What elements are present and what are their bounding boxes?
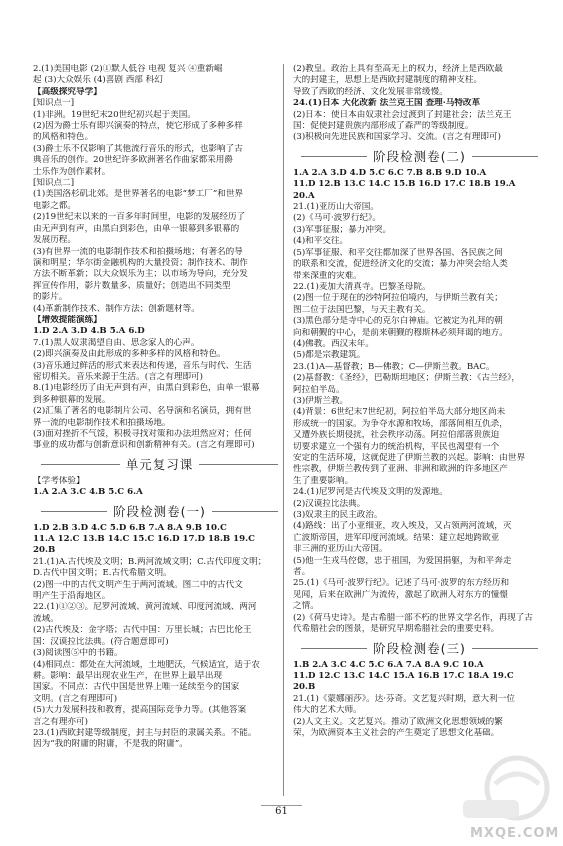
- answer-text-line: 国：促使封建贵族内部形成了森严的等级制度。: [293, 121, 474, 132]
- answer-text-line: 21.(1)《蒙娜丽莎》。达·芬奇。文艺复兴时期，意大利一位: [293, 693, 515, 704]
- answer-text-line: 7.(1)黑人奴隶渴望自由、思念家人的心声。: [33, 337, 200, 348]
- answer-choices-line: 24.(1)日本 大化改新 法兰克王国 查理·马特改革: [293, 98, 481, 109]
- answer-text-line: 带来深重的灾难。: [293, 270, 362, 281]
- answer-text-line: (4)佛教。西汉末年。: [293, 338, 374, 349]
- answer-text-line: (3)音乐通过鲜活的形式来表达和传递，音乐与时代、生活: [33, 360, 252, 371]
- answer-text-line: 界一流的电影制作技术和拍摄场地。: [33, 417, 171, 428]
- answer-text-line: 23.(1)西欧封建等级制度，封主与封臣的隶属关系。不能。: [33, 727, 257, 738]
- answer-choices-line: 1.A 2.A 3.C 4.B 5.C 6.A: [33, 487, 143, 498]
- answer-text-line: 切要求建立一个强有力的统治机构，平民也渴望有一个: [293, 441, 500, 452]
- section-heading: [293, 637, 546, 659]
- right-column: [293, 64, 546, 824]
- answer-text-line: (4)革新制作技术、制作方法；创新题材等。: [33, 303, 200, 314]
- section-tag: 【高级探究导学】: [33, 86, 102, 97]
- answer-text-line: 的风格和特色。: [33, 132, 94, 143]
- answer-text-line: 国：汉谟拉比法典。(符合题意即可): [33, 636, 169, 647]
- section-heading-text: 单元复习课: [120, 455, 200, 473]
- answer-choices-line: 1.D 2.A 3.D 4.B 5.A 6.D: [33, 326, 145, 337]
- answer-text-line: 挥宣传作用，影片数量多、质量好；创造出不同类型: [33, 280, 231, 291]
- answer-text-line: 代希腊社会的图景，是研究早期希腊社会的重要史料。: [293, 624, 500, 635]
- answer-text-line: 8.(1)电影经历了由无声到有声，由黑白到彩色，由单一银幕: [33, 383, 260, 394]
- answer-text-line: 向和朝觐的中心，是前来朝觐的穆斯林必须拜谒的地方。: [293, 327, 508, 338]
- answer-text-line: 安定的生活环境，这就促进了伊斯兰教的兴起。影响：由世界: [293, 453, 526, 463]
- answer-choices-line: 1.D 2.B 3.D 4.C 5.D 6.B 7.A 8.A 9.B 10.C: [33, 522, 227, 533]
- answer-text-line: 因为“我的附庸的附庸，不是我的附庸”。: [33, 739, 188, 750]
- answer-text-line: 亡波斯帝国，进军印度河流域。结果：建立起地跨欧亚: [293, 532, 500, 543]
- answer-choices-line: 20.B: [293, 682, 316, 693]
- answer-text-line: 方法不断革新；以大众娱乐为主；以市场为导向，充分发: [33, 269, 248, 280]
- answer-text-line: 形成统一的国家。为争夺水源和牧场，部落间相互仇杀，: [293, 418, 508, 429]
- answer-text-line: 密切相关。音乐来源于生活。(言之有理即可): [33, 371, 203, 382]
- answer-text-line: (5)军事征服、和平交往都加深了世界各国、各民族之间: [293, 247, 503, 258]
- watermark-logo-icon: [455, 748, 559, 838]
- answer-text-line: 【学考体验】: [33, 475, 85, 486]
- answer-text-line: 24.(1)尼罗河是古代埃及文明的发源地。: [293, 487, 448, 498]
- answer-text-line: (5)他一生戎马倥偬，忠于祖国，为爱国捐躯，为和平奔走: [293, 555, 512, 566]
- answer-text-line: [知识点二]: [33, 178, 75, 189]
- answer-text-line: 明产生于沿海地区。: [33, 591, 111, 602]
- answer-text-line: (2)古代埃及：金字塔；古代中国：万里长城；古巴比伦王: [33, 625, 252, 636]
- section-heading-text: 阶段检测卷(三): [367, 639, 472, 657]
- answer-text-line: 者。: [293, 567, 311, 578]
- answer-text-line: (3)黑色部分是寺中心的克尔白神庙。它被定为礼拜的朝: [293, 316, 503, 327]
- answer-text-line: (2)汇集了著名的电影制片公司、名导演和名演员，拥有世: [33, 406, 252, 417]
- answer-text-line: 士乐作为创作素材。: [33, 166, 111, 177]
- answer-text-line: (2)19世纪末以来的一百多年时间里，电影的发展经历了: [33, 212, 246, 223]
- answer-text-line: 阿拉伯半岛。: [293, 384, 345, 395]
- answer-text-line: 到多种银幕的发展。: [33, 394, 111, 405]
- answer-text-line: 由无声到有声，由黑白到彩色，由单一银幕到多银幕的: [33, 223, 240, 234]
- answer-text-line: 的影片。: [33, 292, 68, 303]
- answer-choices-line: 1.B 2.A 3.C 4.C 5.C 6.A 7.A 8.A 9.C 10.A: [293, 659, 484, 670]
- answer-choices-line: 20.A: [293, 190, 315, 201]
- answer-text-line: (2)图一位于现在的沙特阿拉伯境内，与伊斯兰教有关；: [293, 293, 503, 304]
- answer-text-line: 演和明星；华尔街金融机构的大量投资；制作技术、制作: [33, 257, 248, 268]
- answer-text-line: 大的封建主，思想上是西欧封建制度的精神支柱。: [293, 75, 483, 86]
- section-heading: [33, 453, 286, 475]
- answer-text-line: 导致了西欧的经济、文化发展非常缓慢。: [293, 86, 448, 97]
- answer-text-line: (5)大力发展科技和教育，提高国际竞争力等。(其他答案: [33, 705, 247, 716]
- answer-text-line: (4)路线：出了小亚细亚，攻入埃及，又占领两河流域，灭: [293, 521, 512, 532]
- answer-text-line: (4)背景：6世纪末7世纪初，阿拉伯半岛大部分地区尚未: [293, 407, 506, 418]
- answer-text-line: 荣，为欧洲资本主义社会的产生奠定了思想文化基础。: [293, 727, 500, 738]
- answer-text-line: (2)《荷马史诗》。是古希腊一部不朽的世界文学名作，再现了古: [293, 612, 533, 623]
- answer-text-line: (3)有世界一流的电影制作技术和拍摄场地；有著名的导: [33, 246, 243, 257]
- answer-choices-line: 20.B: [33, 545, 56, 556]
- section-heading-text: 阶段检测卷(二): [367, 147, 472, 165]
- answer-text-line: (3)军事征服；暴力冲突。: [293, 224, 392, 235]
- answer-text-line: 耕。影响：最早出现农业生产，在世界上最早出现: [33, 670, 223, 681]
- answer-choices-line: 11.D 12.C 13.C 14.C 15.A 16.B 17.C 18.A 19.C: [293, 670, 514, 681]
- answer-text-line: (2)即兴演奏及由此形成的多种多样的风格和特色。: [33, 349, 226, 360]
- answer-text-line: (2)汉谟拉比法典。: [293, 498, 366, 509]
- answer-text-line: D.古代中国文明；E.古代希腊文明。: [33, 568, 172, 579]
- answer-text-line: 的联系和交流，促进经济文化的交流；暴力冲突会给人类: [293, 259, 508, 270]
- answer-text-line: 发展历程。: [33, 235, 76, 246]
- answer-text-line: 言之有理亦可): [33, 716, 88, 727]
- answer-text-line: 流域。: [33, 613, 59, 624]
- left-column: [33, 64, 286, 804]
- answer-text-line: (2)基督教：《圣经》，巴勒斯坦地区；伊斯兰教：《古兰经》，: [293, 373, 521, 384]
- answer-text-line: (2)日本：使日本由奴隶社会过渡到了封建社会；法兰克王: [293, 109, 512, 120]
- section-heading: [33, 500, 286, 522]
- answer-text-line: (2)人文主义。文艺复兴。推动了欧洲文化思想领域的繁: [293, 716, 503, 727]
- section-heading: [293, 145, 546, 167]
- watermark-text: MXQE.COM: [470, 826, 560, 841]
- section-heading-text: 阶段检测卷(一): [107, 502, 212, 520]
- answer-text-line: (4)和平交往。: [293, 236, 349, 247]
- answer-text-line: 之情。: [293, 601, 319, 612]
- answer-text-line: 性宗教，伊斯兰教传到了亚洲、非洲和欧洲的许多地区产: [293, 464, 508, 475]
- answer-text-line: 生了重要影响。: [293, 475, 354, 486]
- answer-choices-line: 11.A 12.C 13.B 14.C 15.C 16.D 17.D 18.B 19.C: [33, 534, 255, 545]
- answer-text-line: (1)美国洛杉矶北郊。是世界著名的电影“梦工厂”和世界: [33, 189, 244, 200]
- answer-text-line: (1)非洲。19世纪末20世纪初兴起于美国。: [33, 109, 196, 120]
- answer-text-line: (3)伊斯兰教。: [293, 395, 349, 406]
- answer-choices-line: 1.A 2.A 3.D 4.D 5.C 6.C 7.B 8.B 9.D 10.A: [293, 167, 487, 178]
- page-number-text: 61: [261, 805, 302, 817]
- answer-text-line: 文明。(言之有理即可): [33, 693, 118, 704]
- answer-text-line: (2)《马可·波罗行纪》。: [293, 213, 381, 224]
- answer-text-line: 国家。不同点：古代中国是世界上唯一延续至今的国家: [33, 682, 240, 693]
- column-divider: [283, 64, 284, 796]
- answer-text-line: 23.(1)A—基督教；B—佛教；C—伊斯兰教。BAC。: [293, 361, 495, 372]
- answer-text-line: 起 (3)大众娱乐 (4)喜剧 西部 科幻: [33, 75, 163, 86]
- answer-text-line: (4)相同点：都处在大河流域，土地肥沃，气候适宜，适于农: [33, 659, 261, 670]
- section-tag: 【增效提能演练】: [33, 314, 102, 325]
- answer-text-line: 21.(1)A.古代埃及文明；B.两河流域文明；C.古代印度文明；: [33, 556, 267, 567]
- answer-text-line: (3)积极向先进民族和国家学习、交流。(言之有理即可): [293, 132, 501, 143]
- answer-text-line: 又遭外族长期侵扰，社会秩序动荡。阿拉伯部落贵族迫: [293, 430, 500, 441]
- answer-text-line: 图二位于法国巴黎，与天主教有关。: [293, 304, 431, 315]
- answer-text-line: 22.(1)①②③。尼罗河流域、黄河流域、印度河流域、两河: [33, 602, 257, 613]
- answer-text-line: 25.(1)《马可·波罗行纪》。记述了马可·波罗的东方经历和: [293, 578, 510, 589]
- answer-text-line: (5)都是宗教建筑。: [293, 350, 366, 361]
- answer-text-line: 非三洲的亚历山大帝国。: [293, 544, 388, 555]
- answer-text-line: 伟大的艺术大师。: [293, 705, 362, 716]
- answer-text-line: (3)奴隶主的民主政治。: [293, 510, 383, 521]
- answer-text-line: (3)面对挫折不气馁，积极寻找对策和办法坦然应对；任何: [33, 429, 252, 439]
- answer-text-line: 典音乐的创作。20世纪许多欧洲著名作曲家都采用爵: [33, 155, 233, 166]
- answer-text-line: (3)阅读图⑤中的书籍。: [33, 648, 123, 659]
- answer-text-line: [知识点一]: [33, 98, 75, 109]
- answer-choices-line: 11.D 12.B 13.C 14.C 15.B 16.D 17.C 18.B 19.A: [293, 179, 516, 190]
- answer-text-line: 电影之都。: [33, 200, 76, 211]
- answer-text-line: 事业的成功都与创新意识和创新精神有关。(言之有理即可): [33, 440, 255, 451]
- answer-text-line: (2)图一中的古代文明产生于两河流域。图二中的古代文: [33, 579, 243, 590]
- answer-text-line: 2.(1)美国电影 (2)①默人低谷 电视 复兴 ④重新崛: [33, 64, 223, 74]
- answer-text-line: 21.(1)亚历山大帝国。: [293, 202, 379, 213]
- answer-text-line: 22.(1)麦加大清真寺。巴黎圣母院。: [293, 281, 431, 292]
- answer-text-line: (2)因为爵士乐有即兴演奏的特点，使它形成了多种多样: [33, 121, 243, 132]
- answer-text-line: 见闻，后来在欧洲广为流传，激起了欧洲人对东方的憧憬: [293, 589, 508, 600]
- answer-text-line: (2)教皇。政治上具有至高无上的权力，经济上是西欧最: [293, 64, 503, 74]
- answer-text-line: (3)爵士乐不仅影响了其他流行音乐的形式，也影响了古: [33, 143, 243, 154]
